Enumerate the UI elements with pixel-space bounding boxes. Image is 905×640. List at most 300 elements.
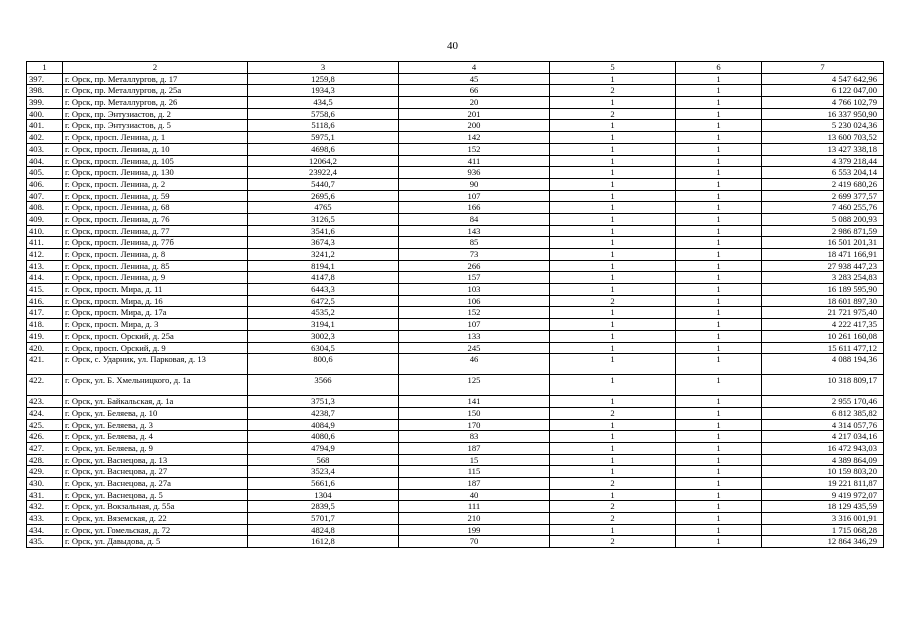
address-cell: г. Орск, просп. Мира, д. 3 xyxy=(63,319,248,331)
residents-cell: 46 xyxy=(399,354,550,375)
amount-cell: 1 715 068,28 xyxy=(762,524,884,536)
row-number-cell: 420. xyxy=(27,342,63,354)
area-cell: 3566 xyxy=(248,375,399,396)
amount-cell: 4 379 218,44 xyxy=(762,155,884,167)
amount-cell: 3 283 254,83 xyxy=(762,272,884,284)
area-cell: 4824,8 xyxy=(248,524,399,536)
row-number-cell: 398. xyxy=(27,85,63,97)
value-5-cell: 1 xyxy=(550,419,676,431)
row-number-cell: 435. xyxy=(27,536,63,548)
value-5-cell: 1 xyxy=(550,330,676,342)
value-5-cell: 2 xyxy=(550,295,676,307)
header-row xyxy=(27,62,884,74)
row-number-cell: 410. xyxy=(27,225,63,237)
address-cell: г. Орск, пр. Металлургов, д. 26 xyxy=(63,97,248,109)
table-row xyxy=(27,419,884,431)
value-6-cell: 1 xyxy=(676,73,762,85)
area-cell: 800,6 xyxy=(248,354,399,375)
table-row xyxy=(27,319,884,331)
area-cell: 4765 xyxy=(248,202,399,214)
residents-cell: 83 xyxy=(399,431,550,443)
value-6-cell: 1 xyxy=(676,419,762,431)
residents-cell: 199 xyxy=(399,524,550,536)
row-number-cell: 429. xyxy=(27,466,63,478)
value-5-cell: 1 xyxy=(550,354,676,375)
address-cell: г. Орск, просп. Ленина, д. 2 xyxy=(63,178,248,190)
value-6-cell: 1 xyxy=(676,213,762,225)
value-6-cell: 1 xyxy=(676,260,762,272)
row-number-cell: 426. xyxy=(27,431,63,443)
value-5-cell: 1 xyxy=(550,120,676,132)
column-header-5: 5 xyxy=(550,62,676,74)
row-number-cell: 401. xyxy=(27,120,63,132)
value-5-cell: 1 xyxy=(550,466,676,478)
value-6-cell: 1 xyxy=(676,354,762,375)
value-5-cell: 1 xyxy=(550,155,676,167)
amount-cell: 6 812 385,82 xyxy=(762,407,884,419)
value-6-cell: 1 xyxy=(676,396,762,408)
table-row xyxy=(27,466,884,478)
residents-cell: 73 xyxy=(399,249,550,261)
residents-cell: 187 xyxy=(399,442,550,454)
amount-cell: 2 699 377,57 xyxy=(762,190,884,202)
value-6-cell: 1 xyxy=(676,342,762,354)
area-cell: 3126,5 xyxy=(248,213,399,225)
area-cell: 6443,3 xyxy=(248,284,399,296)
value-5-cell: 1 xyxy=(550,132,676,144)
table-row xyxy=(27,202,884,214)
amount-cell: 3 316 001,91 xyxy=(762,513,884,525)
row-number-cell: 416. xyxy=(27,295,63,307)
amount-cell: 2 986 871,59 xyxy=(762,225,884,237)
residents-cell: 210 xyxy=(399,513,550,525)
value-6-cell: 1 xyxy=(676,536,762,548)
table-row xyxy=(27,454,884,466)
value-6-cell: 1 xyxy=(676,249,762,261)
value-5-cell: 1 xyxy=(550,375,676,396)
area-cell: 2839,5 xyxy=(248,501,399,513)
value-6-cell: 1 xyxy=(676,431,762,443)
value-5-cell: 1 xyxy=(550,284,676,296)
row-number-cell: 406. xyxy=(27,178,63,190)
value-6-cell: 1 xyxy=(676,307,762,319)
address-cell: г. Орск, просп. Орский, д. 25а xyxy=(63,330,248,342)
area-cell: 3002,3 xyxy=(248,330,399,342)
value-5-cell: 1 xyxy=(550,272,676,284)
amount-cell: 10 159 803,20 xyxy=(762,466,884,478)
value-5-cell: 1 xyxy=(550,442,676,454)
residents-cell: 85 xyxy=(399,237,550,249)
area-cell: 3541,6 xyxy=(248,225,399,237)
address-cell: г. Орск, просп. Ленина, д. 77 xyxy=(63,225,248,237)
residents-cell: 111 xyxy=(399,501,550,513)
residents-cell: 66 xyxy=(399,85,550,97)
value-5-cell: 2 xyxy=(550,407,676,419)
residents-cell: 201 xyxy=(399,108,550,120)
row-number-cell: 428. xyxy=(27,454,63,466)
row-number-cell: 413. xyxy=(27,260,63,272)
value-5-cell: 1 xyxy=(550,489,676,501)
value-6-cell: 1 xyxy=(676,97,762,109)
amount-cell: 4 314 057,76 xyxy=(762,419,884,431)
value-6-cell: 1 xyxy=(676,284,762,296)
address-cell: г. Орск, просп. Ленина, д. 59 xyxy=(63,190,248,202)
area-cell: 12064,2 xyxy=(248,155,399,167)
value-5-cell: 1 xyxy=(550,225,676,237)
residents-cell: 15 xyxy=(399,454,550,466)
row-number-cell: 407. xyxy=(27,190,63,202)
amount-cell: 13 427 338,18 xyxy=(762,143,884,155)
address-cell: г. Орск, с. Ударник, ул. Парковая, д. 13 xyxy=(63,354,248,375)
table-row xyxy=(27,108,884,120)
value-5-cell: 1 xyxy=(550,143,676,155)
table-row xyxy=(27,167,884,179)
value-6-cell: 1 xyxy=(676,225,762,237)
column-header-6: 6 xyxy=(676,62,762,74)
address-cell: г. Орск, ул. Васнецова, д. 5 xyxy=(63,489,248,501)
column-header-2: 2 xyxy=(63,62,248,74)
value-6-cell: 1 xyxy=(676,407,762,419)
value-6-cell: 1 xyxy=(676,120,762,132)
value-5-cell: 2 xyxy=(550,108,676,120)
value-6-cell: 1 xyxy=(676,167,762,179)
table-row xyxy=(27,155,884,167)
address-cell: г. Орск, просп. Ленина, д. 1 xyxy=(63,132,248,144)
amount-cell: 4 389 864,09 xyxy=(762,454,884,466)
table-row xyxy=(27,501,884,513)
row-number-cell: 408. xyxy=(27,202,63,214)
area-cell: 5975,1 xyxy=(248,132,399,144)
address-cell: г. Орск, ул. Беляева, д. 3 xyxy=(63,419,248,431)
row-number-cell: 400. xyxy=(27,108,63,120)
address-cell: г. Орск, ул. Беляева, д. 4 xyxy=(63,431,248,443)
area-cell: 5661,6 xyxy=(248,478,399,490)
value-6-cell: 1 xyxy=(676,375,762,396)
value-6-cell: 1 xyxy=(676,524,762,536)
residents-cell: 411 xyxy=(399,155,550,167)
row-number-cell: 433. xyxy=(27,513,63,525)
area-cell: 568 xyxy=(248,454,399,466)
address-cell: г. Орск, ул. Вяземская, д. 22 xyxy=(63,513,248,525)
residents-cell: 245 xyxy=(399,342,550,354)
address-cell: г. Орск, просп. Ленина, д. 10 xyxy=(63,143,248,155)
value-5-cell: 1 xyxy=(550,342,676,354)
row-number-cell: 414. xyxy=(27,272,63,284)
value-6-cell: 1 xyxy=(676,319,762,331)
table-row xyxy=(27,132,884,144)
address-cell: г. Орск, просп. Мира, д. 11 xyxy=(63,284,248,296)
amount-cell: 5 230 024,36 xyxy=(762,120,884,132)
residents-cell: 107 xyxy=(399,319,550,331)
address-cell: г. Орск, просп. Ленина, д. 85 xyxy=(63,260,248,272)
table-row xyxy=(27,120,884,132)
area-cell: 2695,6 xyxy=(248,190,399,202)
address-cell: г. Орск, просп. Ленина, д. 130 xyxy=(63,167,248,179)
value-6-cell: 1 xyxy=(676,489,762,501)
table-row xyxy=(27,478,884,490)
address-cell: г. Орск, ул. Б. Хмельницкого, д. 1а xyxy=(63,375,248,396)
amount-cell: 16 189 595,90 xyxy=(762,284,884,296)
address-cell: г. Орск, ул. Васнецова, д. 27а xyxy=(63,478,248,490)
value-6-cell: 1 xyxy=(676,190,762,202)
row-number-cell: 405. xyxy=(27,167,63,179)
area-cell: 4084,9 xyxy=(248,419,399,431)
value-6-cell: 1 xyxy=(676,513,762,525)
amount-cell: 13 600 703,52 xyxy=(762,132,884,144)
residents-cell: 200 xyxy=(399,120,550,132)
table-row xyxy=(27,342,884,354)
page-number: 40 xyxy=(447,40,458,52)
address-cell: г. Орск, ул. Гомельская, д. 72 xyxy=(63,524,248,536)
residents-cell: 20 xyxy=(399,97,550,109)
value-5-cell: 2 xyxy=(550,85,676,97)
value-5-cell: 2 xyxy=(550,513,676,525)
address-cell: г. Орск, просп. Мира, д. 17а xyxy=(63,307,248,319)
value-5-cell: 2 xyxy=(550,478,676,490)
residents-cell: 90 xyxy=(399,178,550,190)
address-cell: г. Орск, ул. Васнецова, д. 13 xyxy=(63,454,248,466)
address-cell: г. Орск, просп. Ленина, д. 76 xyxy=(63,213,248,225)
residents-cell: 152 xyxy=(399,143,550,155)
table-row xyxy=(27,513,884,525)
table-row xyxy=(27,284,884,296)
address-cell: г. Орск, просп. Ленина, д. 68 xyxy=(63,202,248,214)
table-row xyxy=(27,295,884,307)
area-cell: 1259,8 xyxy=(248,73,399,85)
amount-cell: 16 337 950,90 xyxy=(762,108,884,120)
row-number-cell: 402. xyxy=(27,132,63,144)
residents-cell: 157 xyxy=(399,272,550,284)
table-row xyxy=(27,178,884,190)
area-cell: 4080,6 xyxy=(248,431,399,443)
table-row xyxy=(27,85,884,97)
value-5-cell: 1 xyxy=(550,396,676,408)
value-5-cell: 1 xyxy=(550,524,676,536)
area-cell: 4238,7 xyxy=(248,407,399,419)
value-5-cell: 1 xyxy=(550,431,676,443)
value-6-cell: 1 xyxy=(676,272,762,284)
amount-cell: 9 419 972,07 xyxy=(762,489,884,501)
table-row xyxy=(27,330,884,342)
value-6-cell: 1 xyxy=(676,85,762,97)
column-header-4: 4 xyxy=(399,62,550,74)
row-number-cell: 421. xyxy=(27,354,63,375)
area-cell: 23922,4 xyxy=(248,167,399,179)
area-cell: 1304 xyxy=(248,489,399,501)
value-5-cell: 1 xyxy=(550,97,676,109)
area-cell: 5440,7 xyxy=(248,178,399,190)
value-6-cell: 1 xyxy=(676,442,762,454)
area-cell: 4535,2 xyxy=(248,307,399,319)
value-5-cell: 1 xyxy=(550,202,676,214)
amount-cell: 19 221 811,87 xyxy=(762,478,884,490)
residents-cell: 70 xyxy=(399,536,550,548)
value-6-cell: 1 xyxy=(676,295,762,307)
amount-cell: 4 547 642,96 xyxy=(762,73,884,85)
residents-cell: 133 xyxy=(399,330,550,342)
residents-cell: 187 xyxy=(399,478,550,490)
value-5-cell: 1 xyxy=(550,213,676,225)
residents-cell: 84 xyxy=(399,213,550,225)
amount-cell: 18 471 166,91 xyxy=(762,249,884,261)
amount-cell: 2 419 680,26 xyxy=(762,178,884,190)
address-cell: г. Орск, пр. Металлургов, д. 25а xyxy=(63,85,248,97)
row-number-cell: 415. xyxy=(27,284,63,296)
amount-cell: 18 601 897,30 xyxy=(762,295,884,307)
residents-cell: 142 xyxy=(399,132,550,144)
address-cell: г. Орск, пр. Энтузиастов, д. 2 xyxy=(63,108,248,120)
residents-cell: 150 xyxy=(399,407,550,419)
address-cell: г. Орск, ул. Беляева, д. 10 xyxy=(63,407,248,419)
row-number-cell: 434. xyxy=(27,524,63,536)
amount-cell: 27 938 447,23 xyxy=(762,260,884,272)
area-cell: 1934,3 xyxy=(248,85,399,97)
amount-cell: 4 766 102,79 xyxy=(762,97,884,109)
row-number-cell: 419. xyxy=(27,330,63,342)
address-cell: г. Орск, просп. Ленина, д. 8 xyxy=(63,249,248,261)
row-number-cell: 411. xyxy=(27,237,63,249)
area-cell: 5758,6 xyxy=(248,108,399,120)
value-6-cell: 1 xyxy=(676,478,762,490)
table-row xyxy=(27,354,884,375)
area-cell: 4147,8 xyxy=(248,272,399,284)
value-6-cell: 1 xyxy=(676,108,762,120)
amount-cell: 21 721 975,40 xyxy=(762,307,884,319)
row-number-cell: 397. xyxy=(27,73,63,85)
value-6-cell: 1 xyxy=(676,143,762,155)
residents-cell: 106 xyxy=(399,295,550,307)
value-6-cell: 1 xyxy=(676,237,762,249)
residents-cell: 45 xyxy=(399,73,550,85)
amount-cell: 7 460 255,76 xyxy=(762,202,884,214)
row-number-cell: 430. xyxy=(27,478,63,490)
value-5-cell: 1 xyxy=(550,319,676,331)
area-cell: 1612,8 xyxy=(248,536,399,548)
address-cell: г. Орск, пр. Энтузиастов, д. 5 xyxy=(63,120,248,132)
table-row xyxy=(27,536,884,548)
address-cell: г. Орск, ул. Васнецова, д. 27 xyxy=(63,466,248,478)
amount-cell: 2 955 170,46 xyxy=(762,396,884,408)
residents-cell: 143 xyxy=(399,225,550,237)
row-number-cell: 399. xyxy=(27,97,63,109)
amount-cell: 4 217 034,16 xyxy=(762,431,884,443)
table-row xyxy=(27,143,884,155)
amount-cell: 4 088 194,36 xyxy=(762,354,884,375)
address-cell: г. Орск, ул. Давыдова, д. 5 xyxy=(63,536,248,548)
residents-cell: 125 xyxy=(399,375,550,396)
address-cell: г. Орск, просп. Орский, д. 9 xyxy=(63,342,248,354)
area-cell: 3241,2 xyxy=(248,249,399,261)
table-row xyxy=(27,431,884,443)
value-5-cell: 2 xyxy=(550,501,676,513)
row-number-cell: 424. xyxy=(27,407,63,419)
value-6-cell: 1 xyxy=(676,155,762,167)
table-row xyxy=(27,396,884,408)
area-cell: 3523,4 xyxy=(248,466,399,478)
area-cell: 6304,5 xyxy=(248,342,399,354)
value-5-cell: 1 xyxy=(550,260,676,272)
area-cell: 5118,6 xyxy=(248,120,399,132)
residents-cell: 166 xyxy=(399,202,550,214)
table-row xyxy=(27,97,884,109)
amount-cell: 16 472 943,03 xyxy=(762,442,884,454)
housing-table xyxy=(26,61,884,548)
value-6-cell: 1 xyxy=(676,330,762,342)
amount-cell: 6 553 204,14 xyxy=(762,167,884,179)
table-row xyxy=(27,260,884,272)
table-row xyxy=(27,489,884,501)
table-row xyxy=(27,213,884,225)
address-cell: г. Орск, ул. Байкальская, д. 1а xyxy=(63,396,248,408)
area-cell: 4698,6 xyxy=(248,143,399,155)
amount-cell: 12 864 346,29 xyxy=(762,536,884,548)
area-cell: 3674,3 xyxy=(248,237,399,249)
area-cell: 434,5 xyxy=(248,97,399,109)
table-row xyxy=(27,190,884,202)
table-row xyxy=(27,73,884,85)
amount-cell: 10 318 809,17 xyxy=(762,375,884,396)
row-number-cell: 423. xyxy=(27,396,63,408)
table-row xyxy=(27,225,884,237)
row-number-cell: 403. xyxy=(27,143,63,155)
residents-cell: 115 xyxy=(399,466,550,478)
table-row xyxy=(27,407,884,419)
area-cell: 5701,7 xyxy=(248,513,399,525)
table-row xyxy=(27,237,884,249)
area-cell: 8194,1 xyxy=(248,260,399,272)
row-number-cell: 425. xyxy=(27,419,63,431)
amount-cell: 4 222 417,35 xyxy=(762,319,884,331)
row-number-cell: 418. xyxy=(27,319,63,331)
value-5-cell: 1 xyxy=(550,237,676,249)
table-row xyxy=(27,375,884,396)
table-row xyxy=(27,442,884,454)
address-cell: г. Орск, просп. Ленина, д. 105 xyxy=(63,155,248,167)
area-cell: 3194,1 xyxy=(248,319,399,331)
value-6-cell: 1 xyxy=(676,132,762,144)
value-5-cell: 1 xyxy=(550,307,676,319)
address-cell: г. Орск, просп. Ленина, д. 9 xyxy=(63,272,248,284)
table-header xyxy=(27,62,884,74)
value-5-cell: 1 xyxy=(550,73,676,85)
amount-cell: 15 611 477,12 xyxy=(762,342,884,354)
table-body xyxy=(27,73,884,547)
value-5-cell: 1 xyxy=(550,178,676,190)
row-number-cell: 404. xyxy=(27,155,63,167)
column-header-1: 1 xyxy=(27,62,63,74)
row-number-cell: 409. xyxy=(27,213,63,225)
value-6-cell: 1 xyxy=(676,501,762,513)
amount-cell: 6 122 047,00 xyxy=(762,85,884,97)
residents-cell: 152 xyxy=(399,307,550,319)
row-number-cell: 417. xyxy=(27,307,63,319)
value-5-cell: 2 xyxy=(550,536,676,548)
address-cell: г. Орск, просп. Мира, д. 16 xyxy=(63,295,248,307)
table-row xyxy=(27,272,884,284)
value-5-cell: 1 xyxy=(550,454,676,466)
table-row xyxy=(27,307,884,319)
value-5-cell: 1 xyxy=(550,190,676,202)
table-row xyxy=(27,249,884,261)
amount-cell: 16 501 201,31 xyxy=(762,237,884,249)
column-header-3: 3 xyxy=(248,62,399,74)
value-6-cell: 1 xyxy=(676,202,762,214)
residents-cell: 170 xyxy=(399,419,550,431)
row-number-cell: 427. xyxy=(27,442,63,454)
value-6-cell: 1 xyxy=(676,454,762,466)
amount-cell: 10 261 160,08 xyxy=(762,330,884,342)
row-number-cell: 431. xyxy=(27,489,63,501)
